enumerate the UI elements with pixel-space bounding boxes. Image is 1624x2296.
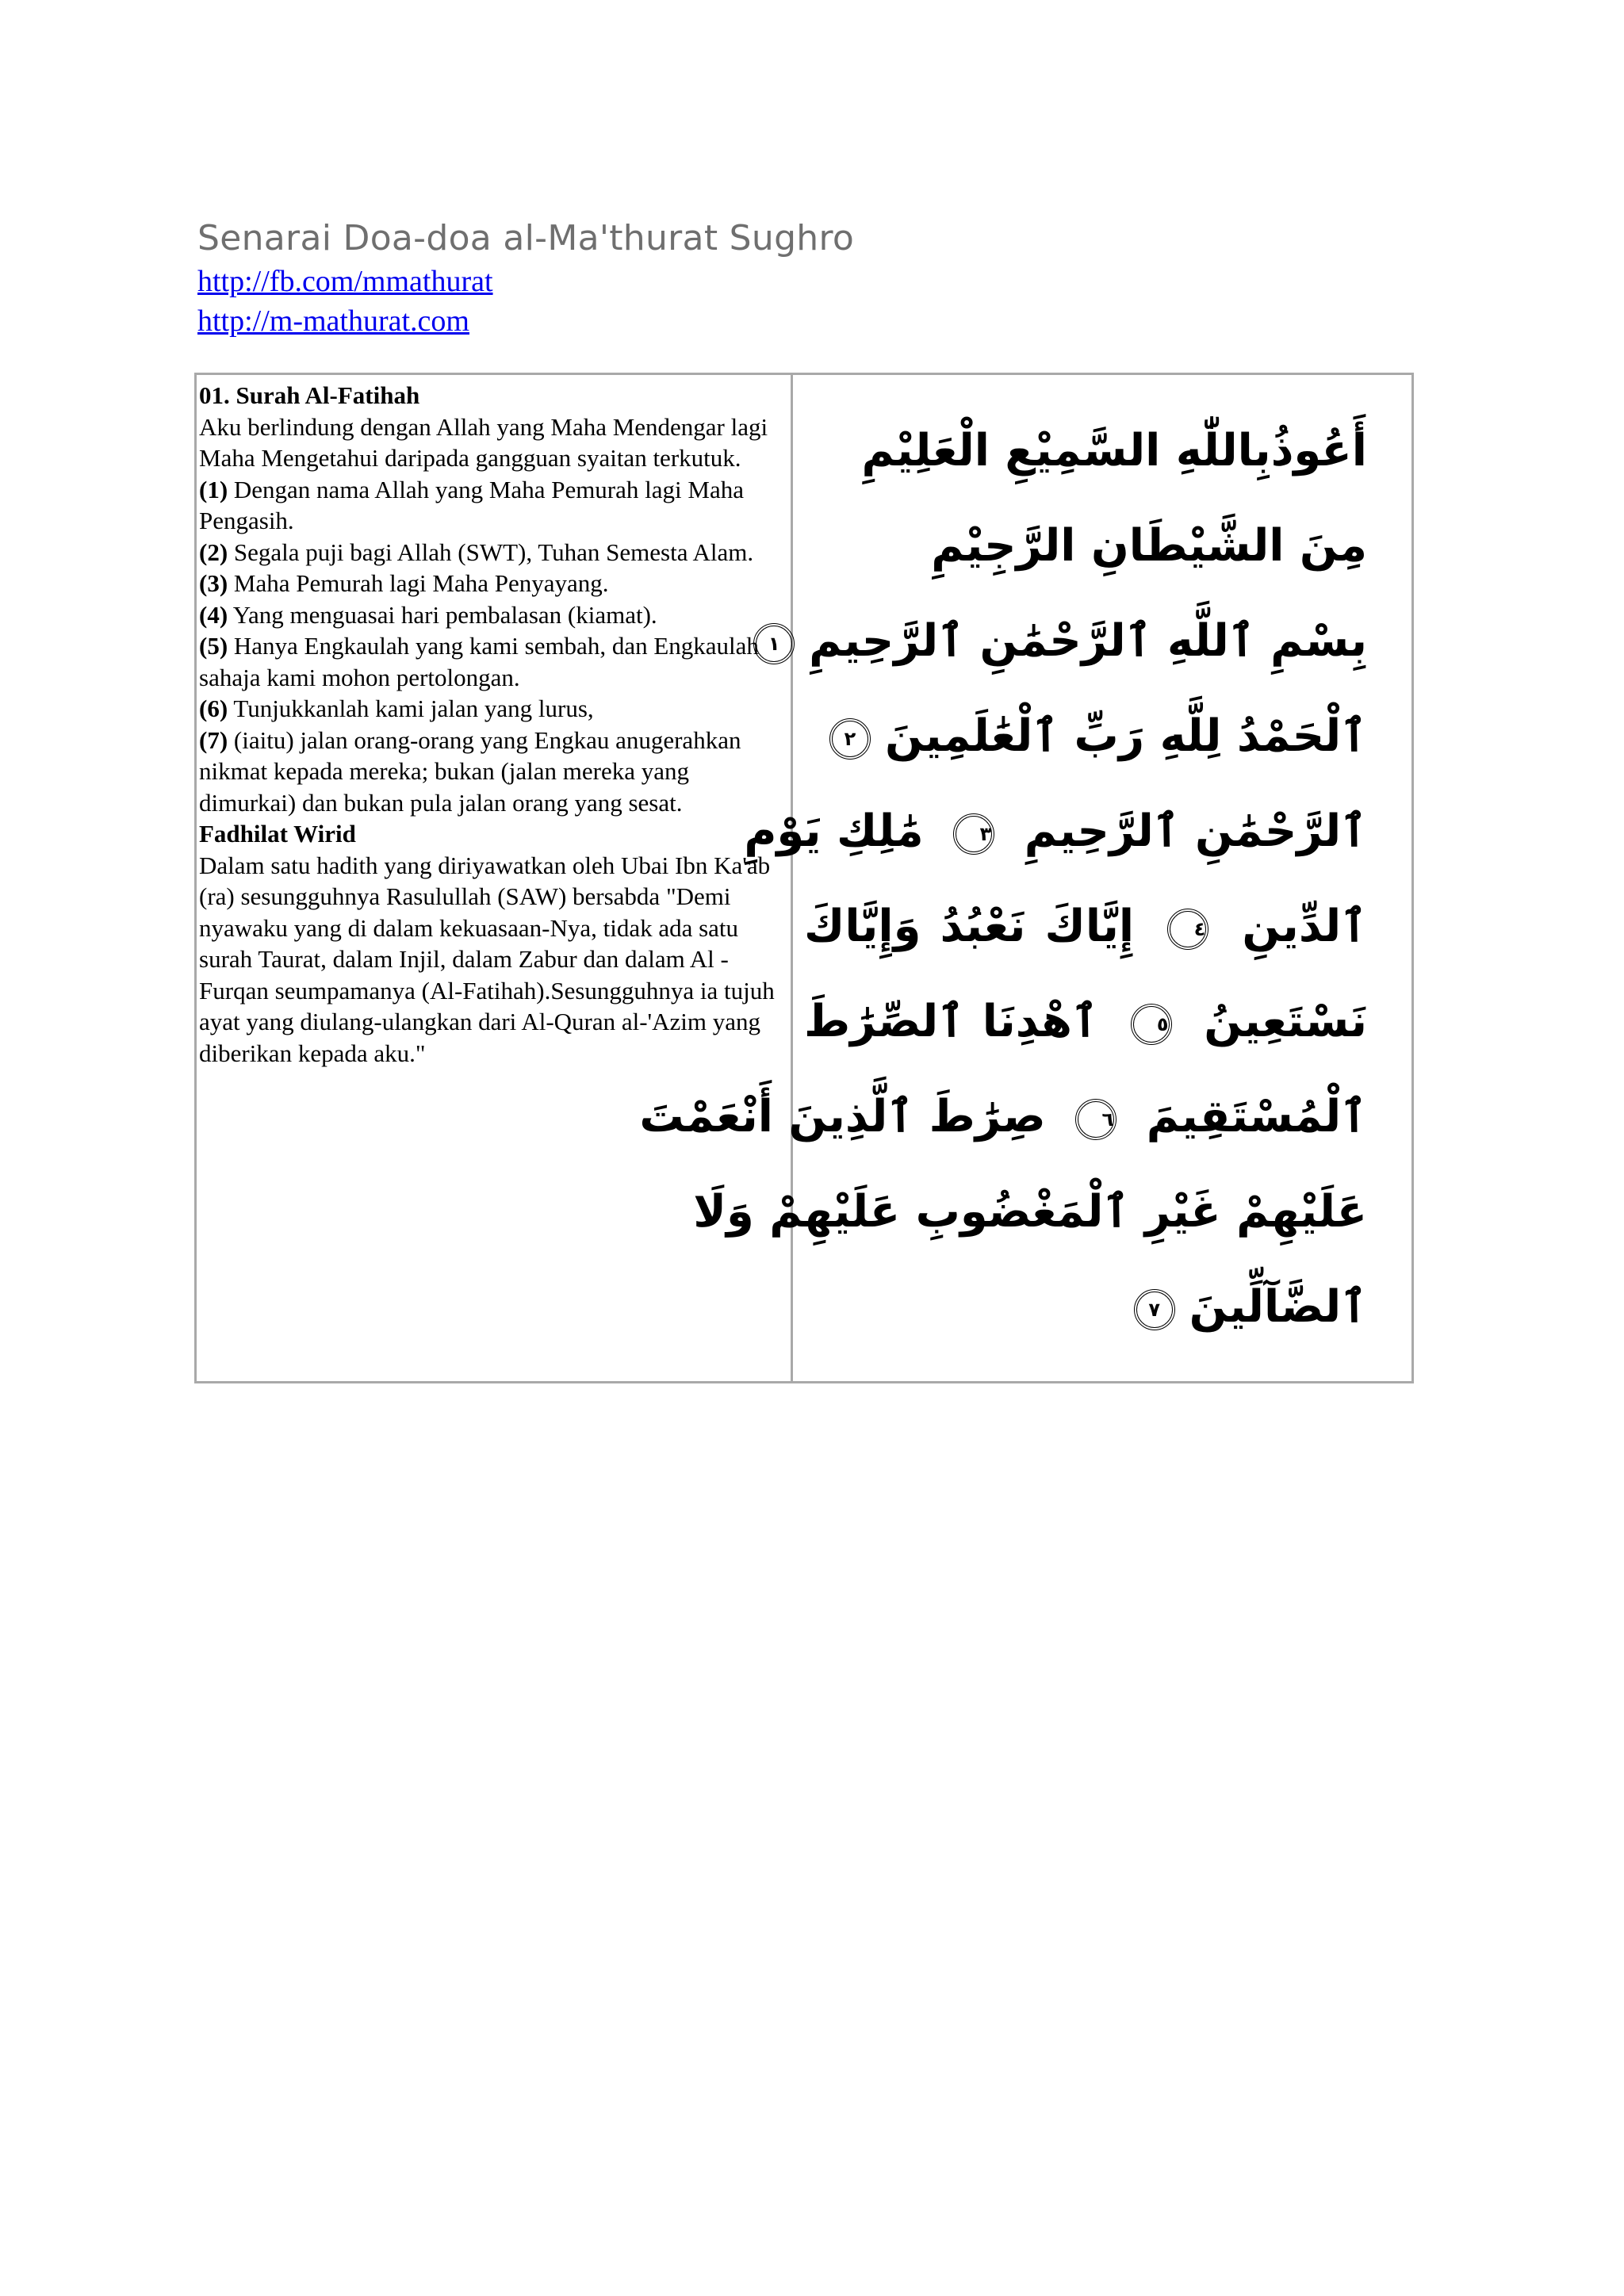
- verse-number: (1): [199, 475, 228, 503]
- arabic-line-1: [804, 413, 1367, 508]
- verse-text: Yang menguasai hari pembalasan (kiamat).: [228, 600, 657, 629]
- verse-7: [199, 725, 787, 819]
- verse-text: (iaitu) jalan orang-orang yang Engkau anugerahkan nikmat kepada mereka; bukan (jalan mereka yang dimurkai) dan bukan pula jalan orang yang sesat.: [199, 725, 741, 817]
- ayah-marker-4: ٤: [1167, 909, 1208, 950]
- intro-text: Aku berlindung dengan Allah yang Maha Mendengar lagi Maha Mengetahui daripada gangguan syaitan terkutuk.: [199, 412, 768, 472]
- verse-number: (4): [199, 600, 228, 629]
- ayah-marker-5: ٥: [1131, 1004, 1172, 1045]
- ayah-marker-2: ٢: [829, 718, 871, 760]
- surah-heading: 01. Surah Al-Fatihah: [199, 381, 420, 409]
- arabic-cell: [639, 375, 1411, 1381]
- ayah-marker-7: ٧: [1134, 1289, 1175, 1330]
- arabic-text: ٱلدِّينِ: [1242, 901, 1368, 952]
- fadhilat-text: Dalam satu hadith yang diriyawatkan oleh Ubai Ibn Ka'ab (ra) sesungguhnya Rasulullah (SAW) bersabda "Demi nyawaku yang di dalam kekuasaan-Nya, tidak ada satu surah Taurat, dalam Injil, dalam Zabur dan dalam Al - Furqan seumpamanya (Al-Fatihah).Sesungguhnya ia tujuh ayat yang diulang-ulangkan dari Al-Quran al-'Azim yang diberikan kepada aku.": [199, 851, 775, 1067]
- verse-4: [199, 599, 787, 631]
- verse-number: (2): [199, 538, 228, 566]
- arabic-text: ٱلضَّآلِّينَ: [1189, 1281, 1367, 1333]
- arabic-text: عَلَيْهِمْ غَيْرِ ٱلْمَغْضُوبِ عَلَيْهِمْ وَلَا: [693, 1186, 1367, 1238]
- arabic-text: إِيَّاكَ نَعْبُدُ وَإِيَّاكَ: [804, 901, 1135, 952]
- arabic-line-2: [804, 508, 1367, 603]
- arabic-text: مَٰلِكِ يَوْمِ: [744, 806, 924, 857]
- verse-6: [199, 693, 787, 725]
- verse-number: (3): [199, 569, 228, 597]
- arabic-text: ٱهْدِنَا ٱلصِّرَٰطَ: [804, 996, 1098, 1047]
- ayah-marker-6: ٦: [1075, 1099, 1116, 1140]
- arabic-text: أَعُوذُبِاللّٰهِ السَّمِيْعِ الْعَلِيْمِ: [861, 425, 1367, 476]
- arabic-line-8: [639, 1079, 1367, 1174]
- arabic-line-4: [804, 698, 1367, 794]
- arabic-line-9: [693, 1174, 1367, 1269]
- arabic-line-3: [768, 603, 1367, 698]
- ayah-marker-1: ١: [753, 623, 795, 664]
- verse-2: [199, 537, 787, 568]
- arabic-line-10: [804, 1269, 1367, 1364]
- document-title: Senarai Doa-doa al-Ma'thurat Sughro: [197, 218, 855, 258]
- content-table: [194, 373, 1414, 1383]
- arabic-text: مِنَ الشَّيْطَانِ الرَّجِيْمِ: [931, 520, 1367, 572]
- verse-number: (5): [199, 632, 228, 660]
- facebook-link[interactable]: http://fb.com/mmathurat: [197, 265, 493, 298]
- verse-text: Tunjukkanlah kami jalan yang lurus,: [228, 695, 594, 722]
- verse-1: [199, 474, 787, 537]
- verse-5: [199, 630, 787, 693]
- arabic-line-7: [804, 984, 1367, 1079]
- ayah-marker-3: ٣: [953, 813, 994, 855]
- fadhilat-heading: Fadhilat Wirid: [199, 820, 356, 848]
- verse-number: (6): [199, 695, 228, 722]
- verse-text: Dengan nama Allah yang Maha Pemurah lagi Maha Pengasih.: [199, 475, 744, 534]
- website-link[interactable]: http://m-mathurat.com: [197, 304, 469, 338]
- arabic-line-5: [744, 794, 1367, 889]
- verse-text: Segala puji bagi Allah (SWT), Tuhan Semesta Alam.: [228, 538, 754, 566]
- arabic-text-block: [639, 413, 1368, 1381]
- verse-3: [199, 568, 787, 599]
- arabic-text: صِرَٰطَ ٱلَّذِينَ أَنْعَمْتَ: [639, 1091, 1046, 1142]
- document-header: [197, 216, 1466, 341]
- verse-number: (7): [199, 725, 228, 754]
- verse-text: Hanya Engkaulah yang kami sembah, dan Engkaulah sahaja kami mohon pertolongan.: [199, 632, 759, 691]
- arabic-text: بِسْمِ ٱللَّهِ ٱلرَّحْمَٰنِ ٱلرَّحِيمِ: [809, 615, 1367, 667]
- arabic-text: ٱلْحَمْدُ لِلَّهِ رَبِّ ٱلْعَٰلَمِينَ: [884, 710, 1367, 762]
- arabic-text: ٱلرَّحْمَٰنِ ٱلرَّحِيمِ: [1024, 806, 1367, 857]
- arabic-text: ٱلْمُسْتَقِيمَ: [1146, 1091, 1367, 1142]
- arabic-line-6: [804, 889, 1367, 984]
- verse-text: Maha Pemurah lagi Maha Penyayang.: [228, 569, 609, 597]
- arabic-text: نَسْتَعِينُ: [1204, 996, 1367, 1047]
